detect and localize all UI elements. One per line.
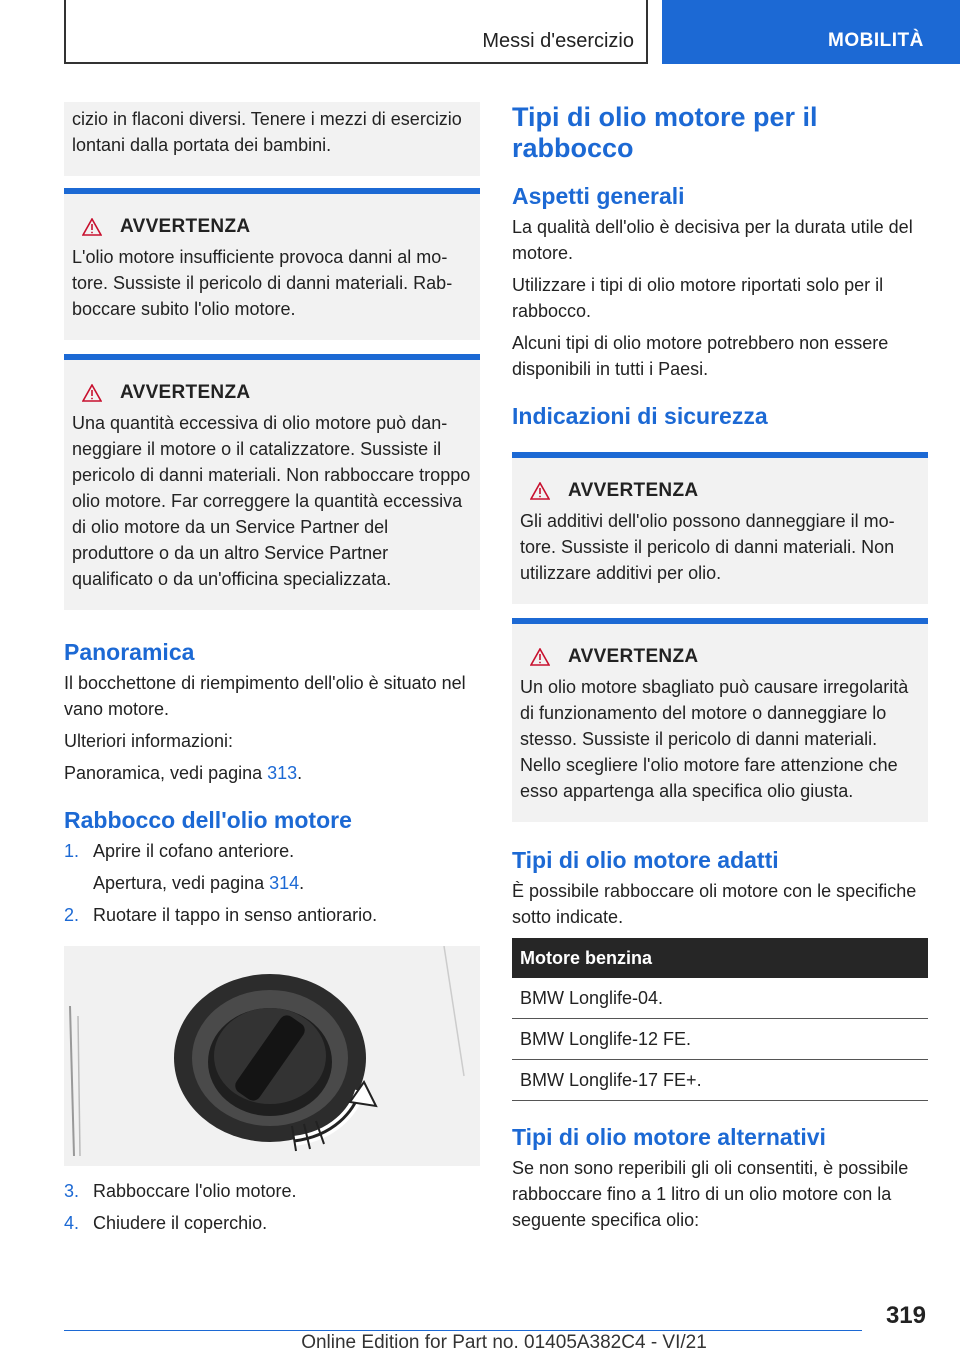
- warning-box: [512, 618, 928, 822]
- paragraph: La qualità dell'olio è decisiva per la durata utile del motore.: [512, 217, 913, 263]
- page-link-313[interactable]: 313: [267, 763, 298, 783]
- steps-list: [64, 1178, 480, 1236]
- table-header: Motore benzina: [512, 938, 928, 978]
- paragraph: Se non sono reperibili gli oli consentiti, è possibile rabboccare fino a 1 litro di un olio motore con la seguente specifica olio:: [512, 1158, 909, 1230]
- table-row: [512, 978, 928, 1019]
- page-link-314[interactable]: 314: [269, 873, 300, 893]
- section-heading-adatti: Tipi di olio motore adatti: [512, 847, 779, 873]
- warning-triangle-icon: [82, 384, 102, 402]
- section-heading-panoramica: Panoramica: [64, 639, 195, 665]
- warning-box: [64, 188, 480, 340]
- warning-text: Gli additivi dell'olio possono danneggiare il motore. Sussiste il pericolo di danni materiali. Non utilizzare additivi per olio.: [520, 511, 895, 583]
- step-item: 4. Chiudere il coperchio.: [64, 1213, 268, 1233]
- header-section-title: Messi d'esercizio: [482, 30, 634, 52]
- table-cell: BMW Longlife-12 FE.: [512, 1019, 928, 1060]
- warning-text: Un olio motore sbagliato può causare irregolarità di funzionamento del motore o danneggiare lo stesso. Sussiste il pericolo di danni materiali. Nello scegliere l'olio motore fare attenzione che esso appartenga alla specifica olio giusta.: [520, 677, 909, 801]
- warning-title: AVVERTENZA: [568, 646, 699, 667]
- header-chapter-title: MOBILITÀ: [828, 30, 924, 51]
- warning-box: [64, 354, 480, 610]
- main-heading: Tipi di olio motore per il rabbocco: [512, 102, 818, 163]
- step-item: 3. Rabboccare l'olio motore.: [64, 1181, 297, 1201]
- oil-specification-table: [512, 938, 928, 1101]
- table-cell: BMW Longlife-17 FE+.: [512, 1060, 928, 1101]
- warning-title: AVVERTENZA: [568, 480, 699, 501]
- step-sub-item: Apertura, vedi pagina 314.: [93, 873, 305, 893]
- right-column: [512, 102, 928, 1239]
- step-item: 1. Aprire il cofano anteriore.: [64, 841, 295, 861]
- warning-title: AVVERTENZA: [120, 216, 251, 237]
- footer-edition: Online Edition for Part no. 01405A382C4 - VI/21: [301, 1332, 707, 1353]
- warning-triangle-icon: [530, 648, 550, 666]
- section-heading-sicurezza: Indicazioni di sicurezza: [512, 403, 768, 429]
- paragraph: Il bocchettone di riempimento dell'olio è situato nel vano motore.: [64, 673, 466, 719]
- warning-text: L'olio motore insufficiente provoca danni al motore. Sussiste il pericolo di danni materiali. Rabboccare subito l'olio motore.: [72, 247, 453, 319]
- table-row: [512, 1060, 928, 1101]
- header-chapter-tab[interactable]: [662, 0, 960, 64]
- warning-triangle-icon: [82, 218, 102, 236]
- warning-title: AVVERTENZA: [120, 382, 251, 403]
- step-item: 2. Ruotare il tappo in senso antiorario.: [64, 905, 378, 925]
- section-heading-rabbocco: Rabbocco dell'olio motore: [64, 807, 352, 833]
- footer-divider: [64, 1330, 862, 1331]
- section-heading-alternativi: Tipi di olio motore alternativi: [512, 1124, 826, 1150]
- warning-box: [512, 452, 928, 604]
- oil-filler-cap-image: [64, 946, 480, 1166]
- paragraph: Utilizzare i tipi di olio motore riportati solo per il rabbocco.: [512, 275, 884, 321]
- paragraph: Alcuni tipi di olio motore potrebbero non essere disponibili in tutti i Paesi.: [512, 333, 889, 379]
- steps-list: [64, 838, 480, 928]
- warning-triangle-icon: [530, 482, 550, 500]
- continued-text-box: [64, 102, 480, 176]
- paragraph: È possibile rabboccare oli motore con le specifiche sotto indicate.: [512, 881, 917, 927]
- continued-text: cizio in flaconi diversi. Tenere i mezzi di esercizio lontani dalla portata dei bambini.: [72, 109, 462, 155]
- table-cell: BMW Longlife-04.: [512, 978, 928, 1019]
- page-number: 319: [885, 1302, 926, 1329]
- oil-cap-illustration: [64, 946, 480, 1166]
- section-heading-aspetti: Aspetti generali: [512, 183, 685, 209]
- header-section-box: [64, 0, 648, 64]
- left-column: [64, 102, 480, 1242]
- table-row: [512, 1019, 928, 1060]
- cross-reference: Panoramica, vedi pagina 313.: [64, 763, 303, 783]
- paragraph: Ulteriori informazioni:: [64, 731, 234, 751]
- warning-text: Una quantità eccessiva di olio motore può danneggiare il motore o il catalizzatore. Sussiste il pericolo di danni materiali. Non rabboccare troppo olio motore. Far correggere la quantità eccessiva di olio motore da un Service Partner del produttore o da un altro Service Partner qualificato o da un'officina specializzata.: [72, 413, 471, 589]
